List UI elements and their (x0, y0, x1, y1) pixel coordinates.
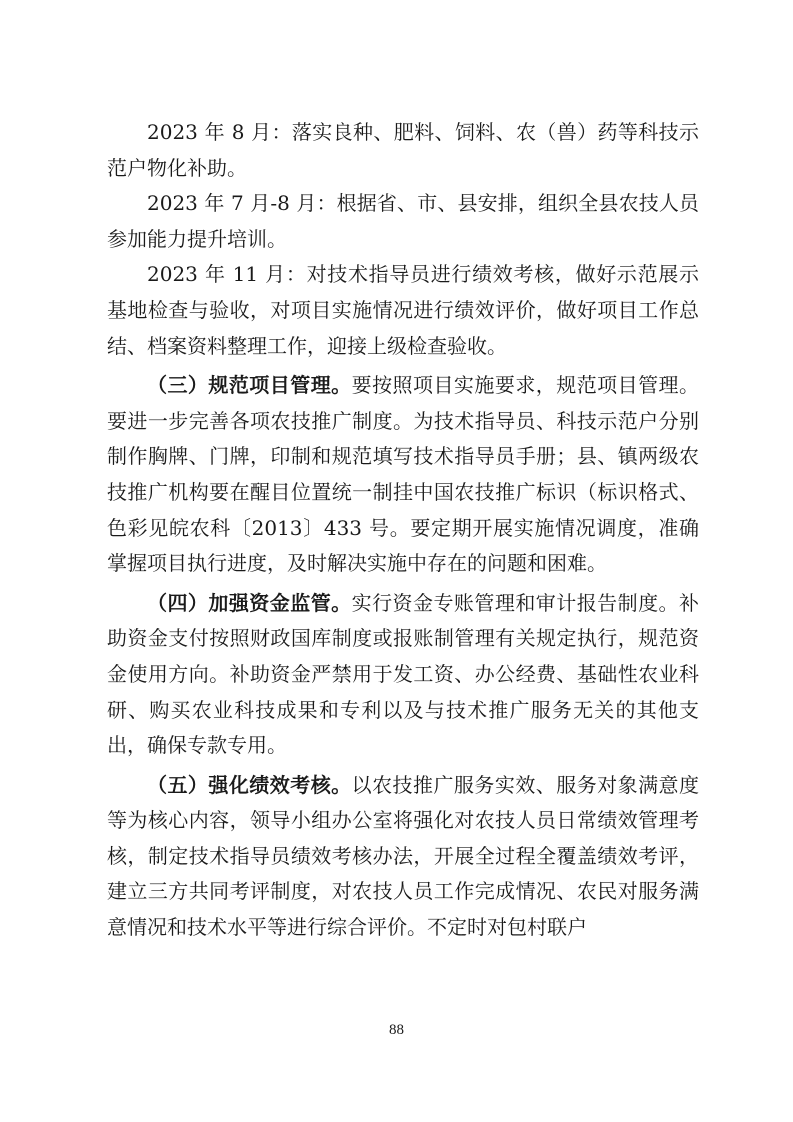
paragraph-performance-assessment (107, 768, 699, 946)
paragraph-text: 以农技推广服务实效、服务对象满意度等为核心内容，领导小组办公室将强化对农技人员日常绩效管理考核，制定技术指导员绩效考核办法，开展全过程全覆盖绩效考评，建立三方共同考评制度，对农技人员工作完成情况、农民对服务满意情况和技术水平等进行综合评价。不定时对包村联户 (107, 772, 700, 940)
paragraph-text: 实行资金专账管理和审计报告制度。补助资金支付按照财政国库制度或报账制管理有关规定执行，规范资金使用方向。补助资金严禁用于发工资、办公经费、基础性农业科研、购买农业科技成果和专利以及与技术推广服务无关的其他支出，确保专款专用。 (107, 590, 700, 758)
paragraph-schedule-jul-aug (107, 186, 699, 257)
paragraph-project-management (107, 368, 699, 582)
paragraph-fund-supervision (107, 586, 699, 764)
page-number: 88 (389, 1022, 404, 1038)
paragraph-text: 2023 年 11 月：对技术指导员进行绩效考核，做好示范展示基地检查与验收，对项目实施情况进行绩效评价，做好项目工作总结、档案资料整理工作，迎接上级检查验收。 (107, 262, 699, 358)
paragraph-schedule-aug (107, 115, 699, 186)
paragraph-text: 2023 年 7 月-8 月：根据省、市、县安排，组织全县农技人员参加能力提升培训。 (107, 191, 699, 251)
paragraph-schedule-nov (107, 257, 699, 364)
section-heading: （三）规范项目管理。 (147, 373, 352, 398)
paragraph-text: 2023 年 8 月：落实良种、肥料、饲料、农（兽）药等科技示范户物化补助。 (107, 120, 699, 180)
body-text (107, 115, 699, 946)
section-heading: （四）加强资金监管。 (147, 590, 352, 615)
paragraph-text: 要按照项目实施要求，规范项目管理。要进一步完善各项农技推广制度。为技术指导员、科技示范户分别制作胸牌、门牌，印制和规范填写技术指导员手册；县、镇两级农技推广机构要在醒目位置统一制挂中国农技推广标识（标识格式、色彩见皖农科〔2013〕433 号。要定期开展实施情况调度，准确掌握项目执行进度，及时解决实施中存在的问题和困难。 (107, 373, 700, 576)
section-heading: （五）强化绩效考核。 (147, 772, 352, 797)
